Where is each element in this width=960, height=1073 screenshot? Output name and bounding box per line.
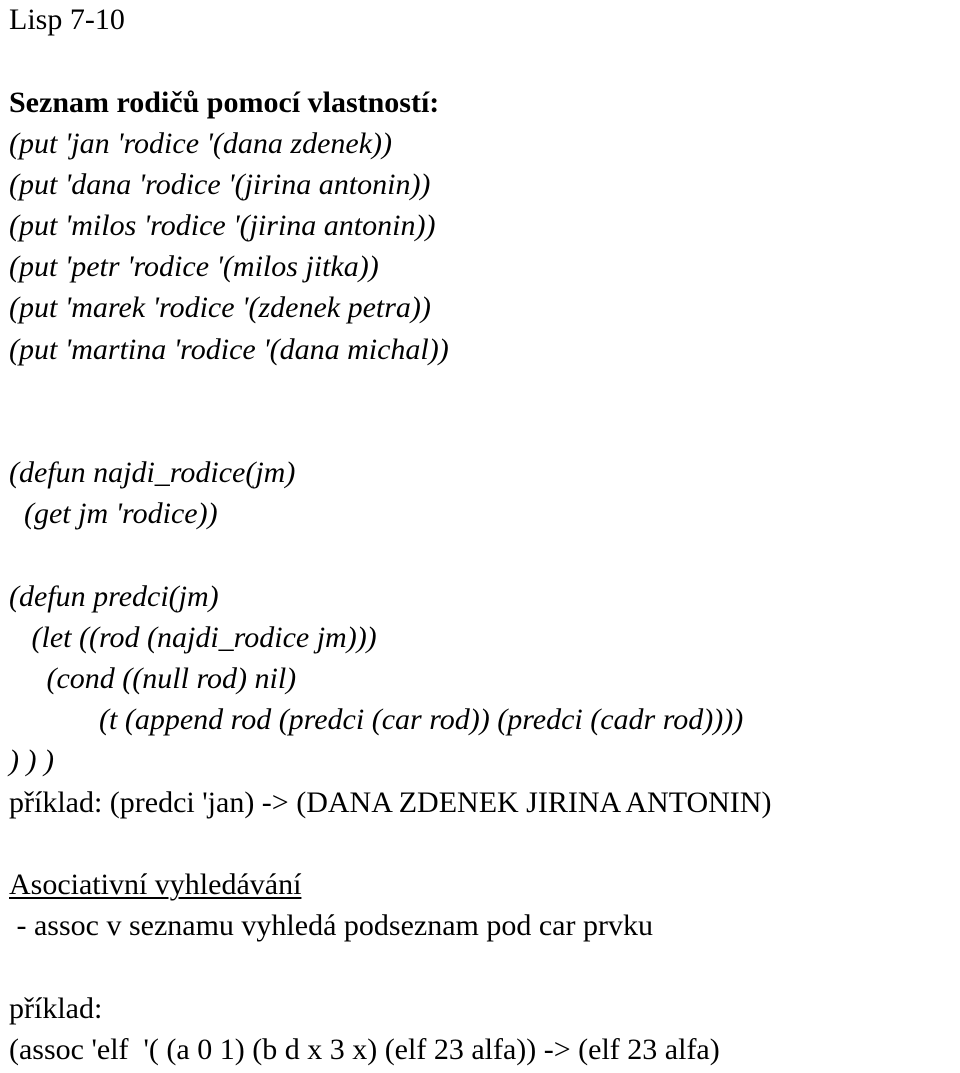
put-line: (put 'dana 'rodice '(jirina antonin)): [9, 168, 431, 201]
put-line: (put 'jan 'rodice '(dana zdenek)): [9, 127, 393, 160]
example-predci: příklad: (predci 'jan) -> (DANA ZDENEK JIRINA ANTONIN): [9, 786, 772, 819]
code-predci-line: ) ) ): [9, 744, 54, 777]
code-predci-line: (let ((rod (najdi_rodice jm))): [9, 621, 377, 654]
page-title: Lisp 7-10: [9, 3, 125, 36]
code-predci-line: (t (append rod (predci (car rod)) (predci (cadr rod)))): [9, 703, 744, 736]
put-line: (put 'petr 'rodice '(milos jitka)): [9, 250, 379, 283]
put-line: (put 'marek 'rodice '(zdenek petra)): [9, 291, 431, 324]
section-heading-assoc: Asociativní vyhledávání: [9, 868, 302, 901]
put-line: (put 'martina 'rodice '(dana michal)): [9, 333, 449, 366]
put-line: (put 'milos 'rodice '(jirina antonin)): [9, 209, 436, 242]
code-predci-line: (cond ((null rod) nil): [9, 662, 297, 695]
code-najdi-line: (defun najdi_rodice(jm): [9, 456, 296, 489]
assoc-description: - assoc v seznamu vyhledá podseznam pod car prvku: [9, 909, 653, 942]
section-heading-properties: Seznam rodičů pomocí vlastností:: [9, 86, 440, 119]
assoc-example-code: (assoc 'elf '( (a 0 1) (b d x 3 x) (elf 23 alfa)) -> (elf 23 alfa): [9, 1033, 720, 1066]
code-predci-line: (defun predci(jm): [9, 580, 219, 613]
assoc-example-label: příklad:: [9, 992, 103, 1025]
code-najdi-line: (get jm 'rodice)): [9, 497, 218, 530]
